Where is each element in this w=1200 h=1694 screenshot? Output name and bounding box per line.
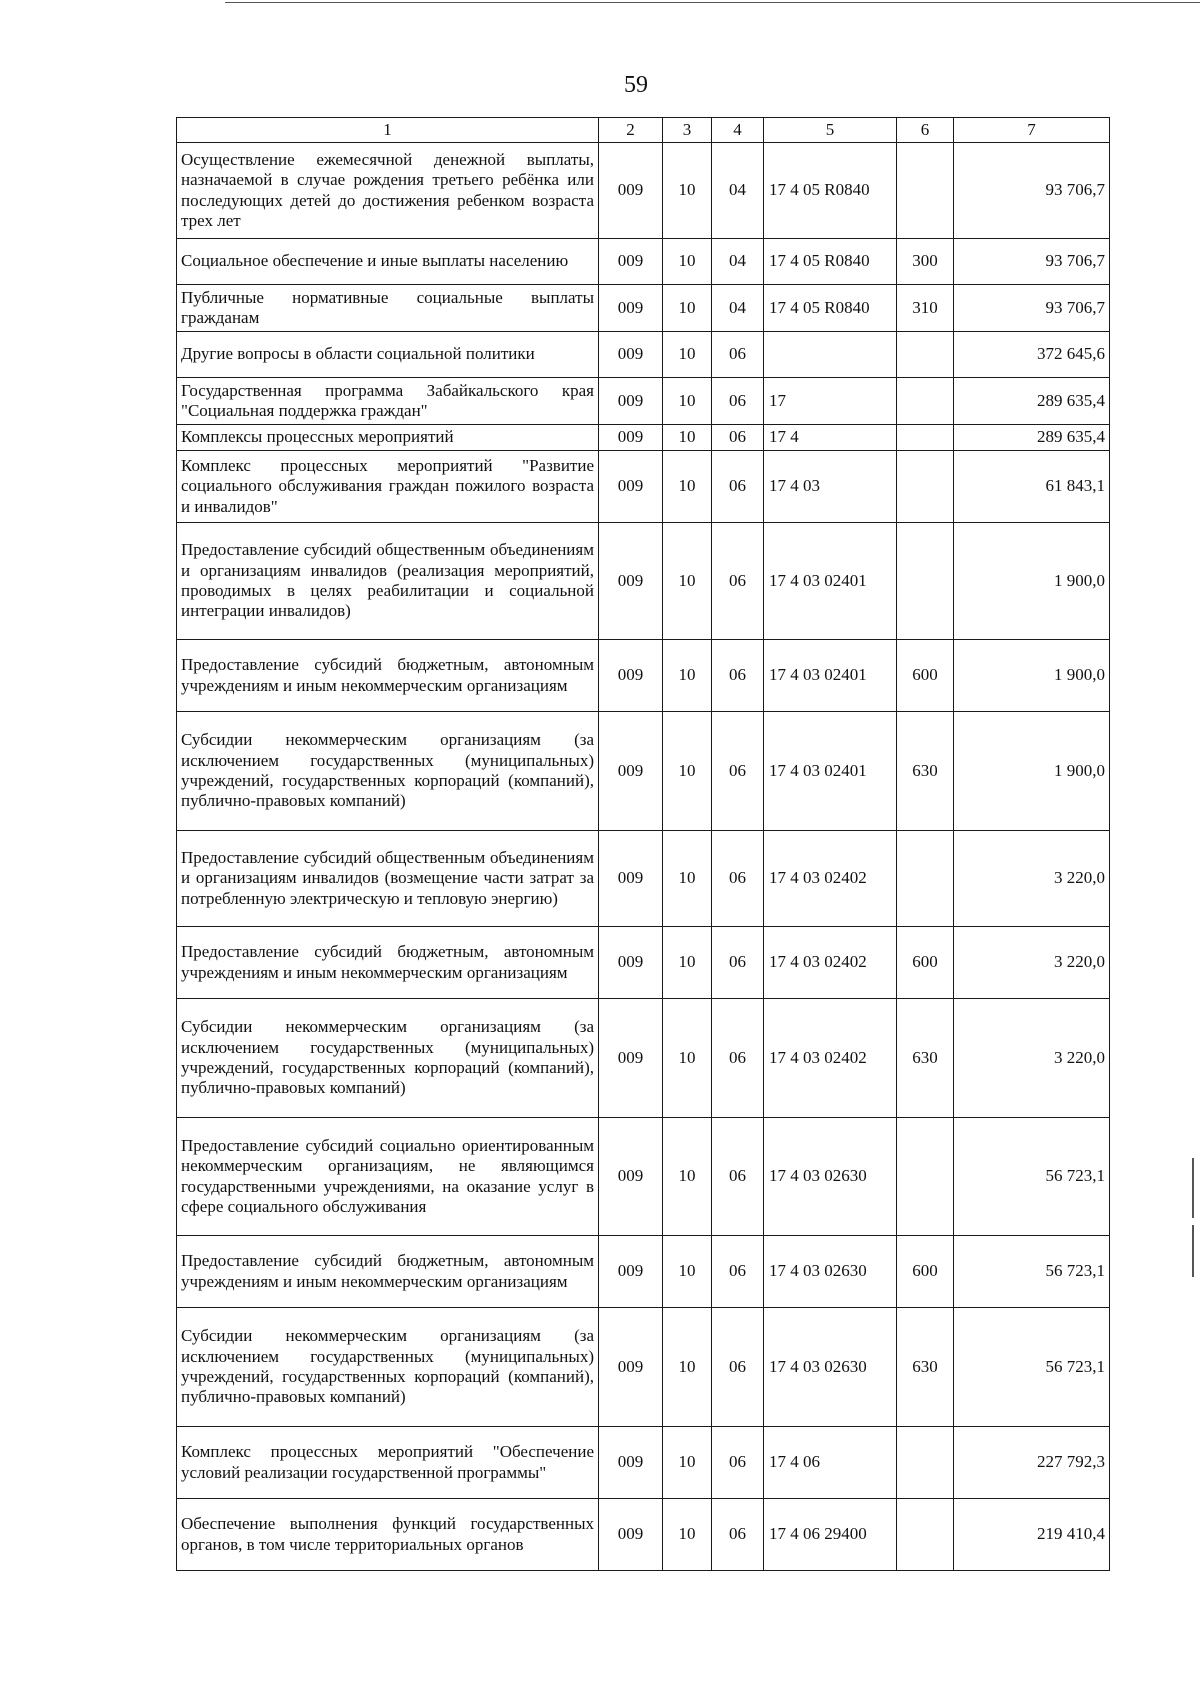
page-number: 59	[624, 72, 648, 98]
table-row	[177, 378, 1110, 425]
page-top-edge-line	[225, 2, 1200, 3]
header-cell: 5	[764, 118, 897, 143]
header-cell: 2	[599, 118, 663, 143]
expense-type-cell: 630	[897, 1308, 954, 1427]
section-code-cell: 10	[663, 712, 712, 831]
target-item-code-cell: 17 4 03 02402	[764, 999, 897, 1118]
target-item-code-cell: 17 4 06	[764, 1427, 897, 1499]
target-item-code-cell: 17 4 03 02630	[764, 1236, 897, 1308]
amount-cell: 3 220,0	[954, 999, 1110, 1118]
section-code-cell: 10	[663, 640, 712, 712]
amount-cell: 56 723,1	[954, 1236, 1110, 1308]
table-header-row	[177, 118, 1110, 143]
expense-type-cell	[897, 143, 954, 239]
row-name-cell: Комплексы процессных мероприятий	[177, 425, 599, 451]
row-name-cell: Государственная программа Забайкальского края "Социальная поддержка граждан"	[177, 378, 599, 425]
section-code-cell: 10	[663, 999, 712, 1118]
subsection-code-cell: 06	[712, 332, 764, 378]
section-code-cell: 10	[663, 239, 712, 285]
amount-cell: 1 900,0	[954, 712, 1110, 831]
table-row	[177, 999, 1110, 1118]
table-row	[177, 1499, 1110, 1571]
section-code-cell: 10	[663, 143, 712, 239]
target-item-code-cell: 17 4 03 02401	[764, 712, 897, 831]
expense-type-cell	[897, 1427, 954, 1499]
target-item-code-cell: 17 4 05 R0840	[764, 285, 897, 332]
table-row	[177, 927, 1110, 999]
target-item-code-cell: 17 4 05 R0840	[764, 143, 897, 239]
header-cell: 3	[663, 118, 712, 143]
subsection-code-cell: 04	[712, 285, 764, 332]
department-code-cell: 009	[599, 143, 663, 239]
expense-type-cell	[897, 378, 954, 425]
row-name-cell: Предоставление субсидий бюджетным, автономным учреждениям и иным некоммерческим организациям	[177, 927, 599, 999]
target-item-code-cell	[764, 332, 897, 378]
target-item-code-cell: 17 4 06 29400	[764, 1499, 897, 1571]
row-name-cell: Предоставление субсидий социально ориентированным некоммерческим организациям, не являющимся государственными учреждениями, на оказание услуг в сфере социального обслуживания	[177, 1118, 599, 1236]
department-code-cell: 009	[599, 523, 663, 640]
department-code-cell: 009	[599, 332, 663, 378]
subsection-code-cell: 06	[712, 927, 764, 999]
table-row	[177, 640, 1110, 712]
target-item-code-cell: 17 4 03 02630	[764, 1308, 897, 1427]
expense-type-cell: 630	[897, 999, 954, 1118]
amount-cell: 56 723,1	[954, 1308, 1110, 1427]
department-code-cell: 009	[599, 378, 663, 425]
amount-cell: 219 410,4	[954, 1499, 1110, 1571]
target-item-code-cell: 17 4 05 R0840	[764, 239, 897, 285]
amount-cell: 289 635,4	[954, 425, 1110, 451]
expense-type-cell: 600	[897, 927, 954, 999]
subsection-code-cell: 06	[712, 640, 764, 712]
row-name-cell: Субсидии некоммерческим организациям (за исключением государственных (муниципальных) учреждений, государственных корпораций (компаний), публично-правовых компаний)	[177, 999, 599, 1118]
department-code-cell: 009	[599, 239, 663, 285]
table-row	[177, 451, 1110, 523]
section-code-cell: 10	[663, 285, 712, 332]
target-item-code-cell: 17	[764, 378, 897, 425]
header-cell: 6	[897, 118, 954, 143]
table-row	[177, 831, 1110, 927]
table-row	[177, 1118, 1110, 1236]
subsection-code-cell: 06	[712, 378, 764, 425]
expense-type-cell: 600	[897, 640, 954, 712]
subsection-code-cell: 06	[712, 831, 764, 927]
subsection-code-cell: 06	[712, 999, 764, 1118]
subsection-code-cell: 04	[712, 143, 764, 239]
section-code-cell: 10	[663, 425, 712, 451]
section-code-cell: 10	[663, 831, 712, 927]
row-name-cell: Предоставление субсидий бюджетным, автономным учреждениям и иным некоммерческим организациям	[177, 1236, 599, 1308]
row-name-cell: Субсидии некоммерческим организациям (за исключением государственных (муниципальных) учреждений, государственных корпораций (компаний), публично-правовых компаний)	[177, 712, 599, 831]
amount-cell: 1 900,0	[954, 640, 1110, 712]
expense-type-cell	[897, 425, 954, 451]
scan-edge-mark	[1192, 1158, 1194, 1218]
expense-type-cell	[897, 831, 954, 927]
amount-cell: 93 706,7	[954, 285, 1110, 332]
table-row	[177, 1427, 1110, 1499]
subsection-code-cell: 06	[712, 712, 764, 831]
row-name-cell: Социальное обеспечение и иные выплаты населению	[177, 239, 599, 285]
table-row	[177, 239, 1110, 285]
department-code-cell: 009	[599, 285, 663, 332]
subsection-code-cell: 06	[712, 523, 764, 640]
subsection-code-cell: 06	[712, 1427, 764, 1499]
amount-cell: 3 220,0	[954, 831, 1110, 927]
section-code-cell: 10	[663, 1236, 712, 1308]
expense-type-cell: 300	[897, 239, 954, 285]
subsection-code-cell: 06	[712, 1236, 764, 1308]
department-code-cell: 009	[599, 1236, 663, 1308]
row-name-cell: Субсидии некоммерческим организациям (за исключением государственных (муниципальных) учреждений, государственных корпораций (компаний), публично-правовых компаний)	[177, 1308, 599, 1427]
department-code-cell: 009	[599, 640, 663, 712]
section-code-cell: 10	[663, 332, 712, 378]
row-name-cell: Предоставление субсидий общественным объединениям и организациям инвалидов (реализация мероприятий, проводимых в целях реабилитации и социальной интеграции инвалидов)	[177, 523, 599, 640]
amount-cell: 61 843,1	[954, 451, 1110, 523]
amount-cell: 93 706,7	[954, 239, 1110, 285]
subsection-code-cell: 06	[712, 1118, 764, 1236]
subsection-code-cell: 06	[712, 1499, 764, 1571]
row-name-cell: Комплекс процессных мероприятий "Обеспечение условий реализации государственной программы"	[177, 1427, 599, 1499]
department-code-cell: 009	[599, 1427, 663, 1499]
section-code-cell: 10	[663, 1427, 712, 1499]
department-code-cell: 009	[599, 712, 663, 831]
expense-type-cell	[897, 332, 954, 378]
amount-cell: 93 706,7	[954, 143, 1110, 239]
row-name-cell: Публичные нормативные социальные выплаты гражданам	[177, 285, 599, 332]
target-item-code-cell: 17 4 03 02402	[764, 927, 897, 999]
row-name-cell: Комплекс процессных мероприятий "Развитие социального обслуживания граждан пожилого возраста и инвалидов"	[177, 451, 599, 523]
header-cell: 4	[712, 118, 764, 143]
amount-cell: 3 220,0	[954, 927, 1110, 999]
table-row	[177, 285, 1110, 332]
amount-cell: 372 645,6	[954, 332, 1110, 378]
department-code-cell: 009	[599, 1118, 663, 1236]
table-row	[177, 523, 1110, 640]
row-name-cell: Предоставление субсидий общественным объединениям и организациям инвалидов (возмещение части затрат за потребленную электрическую и тепловую энергию)	[177, 831, 599, 927]
scan-edge-mark	[1192, 1225, 1194, 1277]
header-cell: 1	[177, 118, 599, 143]
amount-cell: 56 723,1	[954, 1118, 1110, 1236]
amount-cell: 1 900,0	[954, 523, 1110, 640]
row-name-cell: Осуществление ежемесячной денежной выплаты, назначаемой в случае рождения третьего ребёнка или последующих детей до достижения ребенком возраста трех лет	[177, 143, 599, 239]
department-code-cell: 009	[599, 999, 663, 1118]
target-item-code-cell: 17 4 03 02630	[764, 1118, 897, 1236]
row-name-cell: Предоставление субсидий бюджетным, автономным учреждениям и иным некоммерческим организациям	[177, 640, 599, 712]
department-code-cell: 009	[599, 1499, 663, 1571]
section-code-cell: 10	[663, 1308, 712, 1427]
subsection-code-cell: 06	[712, 425, 764, 451]
table-row	[177, 425, 1110, 451]
section-code-cell: 10	[663, 1118, 712, 1236]
target-item-code-cell: 17 4 03 02401	[764, 640, 897, 712]
table-row	[177, 332, 1110, 378]
department-code-cell: 009	[599, 927, 663, 999]
table-row	[177, 712, 1110, 831]
department-code-cell: 009	[599, 425, 663, 451]
expense-type-cell	[897, 1499, 954, 1571]
expense-type-cell: 630	[897, 712, 954, 831]
table-row	[177, 1308, 1110, 1427]
target-item-code-cell: 17 4	[764, 425, 897, 451]
expense-type-cell: 310	[897, 285, 954, 332]
subsection-code-cell: 06	[712, 1308, 764, 1427]
budget-table	[176, 117, 1110, 1571]
section-code-cell: 10	[663, 927, 712, 999]
target-item-code-cell: 17 4 03 02402	[764, 831, 897, 927]
amount-cell: 289 635,4	[954, 378, 1110, 425]
table-row	[177, 143, 1110, 239]
section-code-cell: 10	[663, 1499, 712, 1571]
target-item-code-cell: 17 4 03	[764, 451, 897, 523]
header-cell: 7	[954, 118, 1110, 143]
department-code-cell: 009	[599, 451, 663, 523]
section-code-cell: 10	[663, 523, 712, 640]
table-row	[177, 1236, 1110, 1308]
target-item-code-cell: 17 4 03 02401	[764, 523, 897, 640]
expense-type-cell	[897, 523, 954, 640]
department-code-cell: 009	[599, 1308, 663, 1427]
subsection-code-cell: 06	[712, 451, 764, 523]
section-code-cell: 10	[663, 451, 712, 523]
section-code-cell: 10	[663, 378, 712, 425]
row-name-cell: Другие вопросы в области социальной политики	[177, 332, 599, 378]
expense-type-cell	[897, 1118, 954, 1236]
department-code-cell: 009	[599, 831, 663, 927]
expense-type-cell	[897, 451, 954, 523]
expense-type-cell: 600	[897, 1236, 954, 1308]
row-name-cell: Обеспечение выполнения функций государственных органов, в том числе территориальных органов	[177, 1499, 599, 1571]
subsection-code-cell: 04	[712, 239, 764, 285]
amount-cell: 227 792,3	[954, 1427, 1110, 1499]
